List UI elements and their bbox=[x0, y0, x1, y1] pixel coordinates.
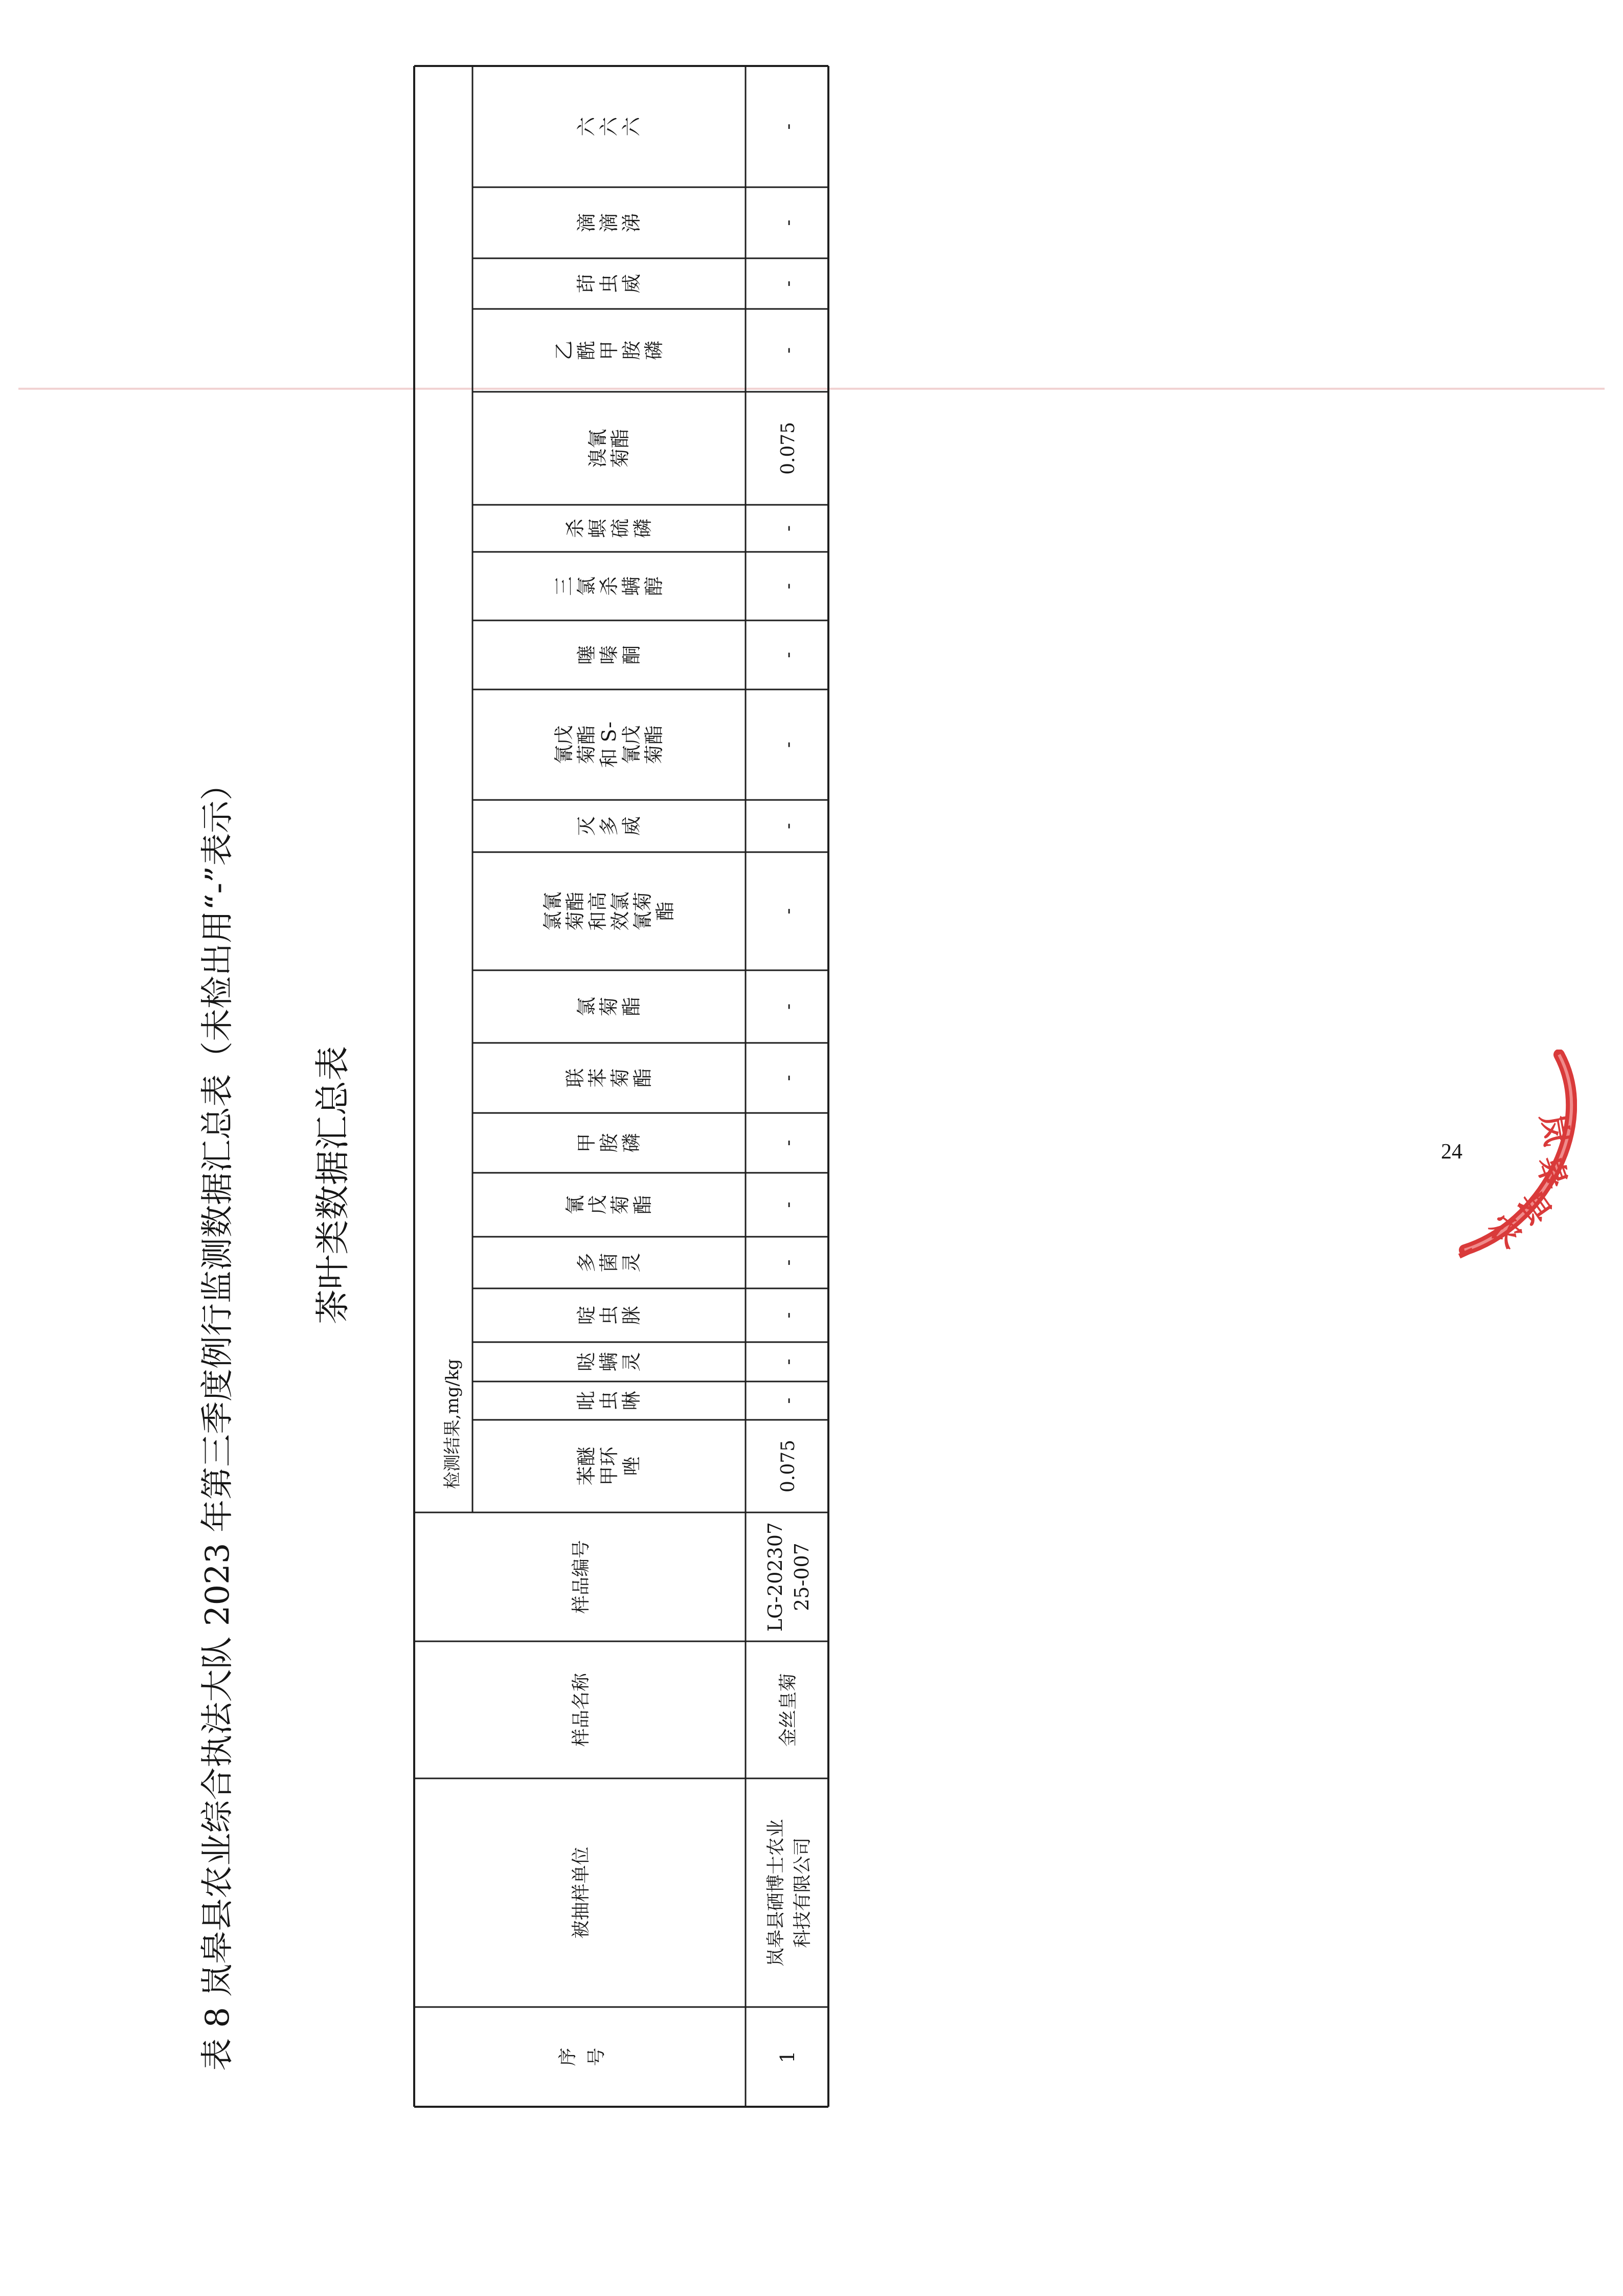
analyte-name-7: 磷 bbox=[620, 1133, 643, 1153]
result-value-1: 0.075 bbox=[778, 1439, 799, 1493]
result-value-19: - bbox=[778, 219, 799, 226]
result-value-14: - bbox=[778, 583, 799, 590]
analyte-name-17: 乙 bbox=[553, 340, 575, 361]
analyte-name-9: 氯 bbox=[575, 996, 598, 1017]
analyte-name-10: 和高 bbox=[587, 891, 609, 931]
row-unit: 科技有限公司 bbox=[792, 1837, 813, 1948]
table-title: 表 8 岚皋县农业综合执法大队 2023 年第三季度例行监测数据汇总表（未检出用“-”表示） bbox=[199, 767, 237, 2071]
analyte-name-12: 菊酯 bbox=[575, 725, 598, 765]
analyte-name-17: 酰 bbox=[575, 340, 598, 361]
analyte-name-19: 滴 bbox=[598, 213, 620, 233]
analyte-name-12: 氰戊 bbox=[553, 725, 575, 765]
analyte-name-14: 杀 bbox=[598, 576, 620, 596]
header-seq: 序 bbox=[557, 2047, 578, 2066]
analyte-name-15: 螟 bbox=[587, 518, 609, 539]
analyte-name-7: 甲 bbox=[575, 1133, 598, 1153]
page-number: 24 bbox=[1441, 1140, 1462, 1164]
result-value-11: - bbox=[778, 822, 799, 830]
analyte-name-20: 六 bbox=[575, 117, 598, 137]
header-results-group: 检测结果,mg/kg bbox=[442, 1358, 463, 1489]
analyte-name-10: 氰菊 bbox=[632, 891, 654, 931]
header-sample-id: 样品编号 bbox=[571, 1540, 592, 1614]
row-sample-name: 金丝皇菊 bbox=[778, 1673, 799, 1747]
analyte-name-10: 菊酯 bbox=[564, 891, 587, 931]
analyte-name-10: 效氯 bbox=[609, 891, 632, 931]
analyte-name-14: 氯 bbox=[575, 576, 598, 596]
result-value-6: - bbox=[778, 1201, 799, 1208]
analyte-name-9: 酯 bbox=[620, 996, 643, 1017]
row-sample-id: 25-007 bbox=[791, 1543, 813, 1611]
result-value-15: - bbox=[778, 525, 799, 532]
row-unit: 岚皋县硒博士农业 bbox=[765, 1819, 786, 1967]
analyte-name-6: 戊 bbox=[587, 1195, 609, 1215]
analyte-name-14: 醇 bbox=[643, 576, 665, 596]
result-value-7: - bbox=[778, 1140, 799, 1146]
analyte-name-3: 螨 bbox=[598, 1352, 620, 1372]
analyte-name-14: 螨 bbox=[620, 576, 643, 596]
analyte-name-17: 磷 bbox=[643, 340, 665, 361]
analyte-name-6: 氰 bbox=[564, 1195, 587, 1215]
result-value-17: - bbox=[778, 347, 799, 354]
analyte-name-13: 酮 bbox=[620, 645, 643, 665]
svg-text:岚: 岚 bbox=[1534, 1110, 1576, 1149]
analyte-name-9: 菊 bbox=[598, 996, 620, 1017]
analyte-name-17: 甲 bbox=[598, 340, 620, 361]
result-value-9: - bbox=[778, 1003, 799, 1010]
analyte-name-6: 酯 bbox=[632, 1195, 654, 1215]
analyte-name-20: 六 bbox=[598, 117, 620, 137]
analyte-name-19: 滴 bbox=[575, 213, 598, 233]
result-value-18: - bbox=[778, 280, 799, 287]
header-unit: 被抽样单位 bbox=[571, 1846, 592, 1939]
result-value-10: - bbox=[778, 908, 799, 915]
analyte-name-8: 菊 bbox=[609, 1068, 632, 1088]
analyte-name-3: 哒 bbox=[575, 1352, 598, 1372]
official-seal bbox=[1357, 1050, 1577, 1275]
analyte-name-2: 啉 bbox=[620, 1391, 643, 1411]
analyte-name-8: 联 bbox=[564, 1068, 587, 1088]
analyte-name-11: 多 bbox=[598, 816, 620, 836]
analyte-name-15: 杀 bbox=[564, 518, 587, 539]
analyte-name-8: 酯 bbox=[632, 1068, 654, 1088]
result-value-3: - bbox=[778, 1358, 799, 1365]
header-sample-name: 样品名称 bbox=[571, 1673, 592, 1747]
analyte-name-5: 多 bbox=[575, 1253, 598, 1273]
analyte-name-10: 酯 bbox=[654, 901, 677, 921]
analyte-name-2: 吡 bbox=[575, 1391, 598, 1411]
analyte-name-17: 胺 bbox=[620, 340, 643, 361]
analyte-name-4: 脒 bbox=[620, 1305, 643, 1325]
analyte-name-15: 硫 bbox=[609, 518, 632, 539]
result-value-2: - bbox=[778, 1397, 799, 1404]
analyte-name-18: 威 bbox=[620, 274, 643, 294]
analyte-name-11: 灭 bbox=[575, 816, 598, 836]
analyte-name-2: 虫 bbox=[598, 1391, 620, 1411]
result-value-8: - bbox=[778, 1075, 799, 1081]
row-seq: 1 bbox=[776, 2050, 799, 2063]
analyte-name-1: 唑 bbox=[620, 1456, 643, 1476]
analyte-name-7: 胺 bbox=[598, 1133, 620, 1153]
result-value-16: 0.075 bbox=[778, 421, 799, 475]
analyte-name-4: 虫 bbox=[598, 1305, 620, 1325]
analyte-name-4: 啶 bbox=[575, 1305, 598, 1325]
analyte-name-12: 和 S- bbox=[598, 721, 620, 768]
analyte-name-6: 菊 bbox=[609, 1195, 632, 1215]
analyte-name-18: 虫 bbox=[598, 274, 620, 294]
result-value-12: - bbox=[778, 741, 799, 748]
analyte-name-8: 苯 bbox=[587, 1068, 609, 1088]
result-value-4: - bbox=[778, 1312, 799, 1319]
analyte-name-20: 六 bbox=[620, 117, 643, 137]
analyte-name-1: 苯醚 bbox=[575, 1446, 598, 1486]
analyte-name-11: 威 bbox=[620, 816, 643, 836]
svg-text:县: 县 bbox=[1510, 1184, 1560, 1232]
result-value-20: - bbox=[778, 123, 799, 130]
result-value-13: - bbox=[778, 652, 799, 658]
analyte-name-14: 三 bbox=[553, 576, 575, 596]
analyte-name-13: 噻 bbox=[575, 645, 598, 665]
analyte-name-16: 溴氰 bbox=[587, 429, 609, 468]
result-value-5: - bbox=[778, 1259, 799, 1266]
row-sample-id: LG-202307 bbox=[764, 1522, 786, 1632]
svg-text:皋: 皋 bbox=[1528, 1151, 1575, 1194]
analyte-name-16: 菊酯 bbox=[609, 429, 632, 468]
analyte-name-15: 磷 bbox=[632, 518, 654, 539]
analyte-name-3: 灵 bbox=[620, 1352, 643, 1372]
analyte-name-13: 嗪 bbox=[598, 645, 620, 665]
analyte-name-5: 灵 bbox=[620, 1253, 643, 1273]
analyte-name-1: 甲环 bbox=[598, 1446, 620, 1486]
svg-text:农: 农 bbox=[1481, 1206, 1529, 1256]
analyte-name-10: 氯氰 bbox=[542, 891, 564, 931]
analyte-name-12: 氰戊 bbox=[620, 725, 643, 765]
analyte-name-5: 菌 bbox=[598, 1253, 620, 1273]
header-seq: 号 bbox=[586, 2047, 607, 2066]
analyte-name-18: 茚 bbox=[575, 274, 598, 294]
table-subtitle: 茶叶类数据汇总表 bbox=[313, 1045, 353, 1324]
analyte-name-12: 菊酯 bbox=[643, 725, 665, 765]
analyte-name-19: 涕 bbox=[620, 213, 643, 233]
